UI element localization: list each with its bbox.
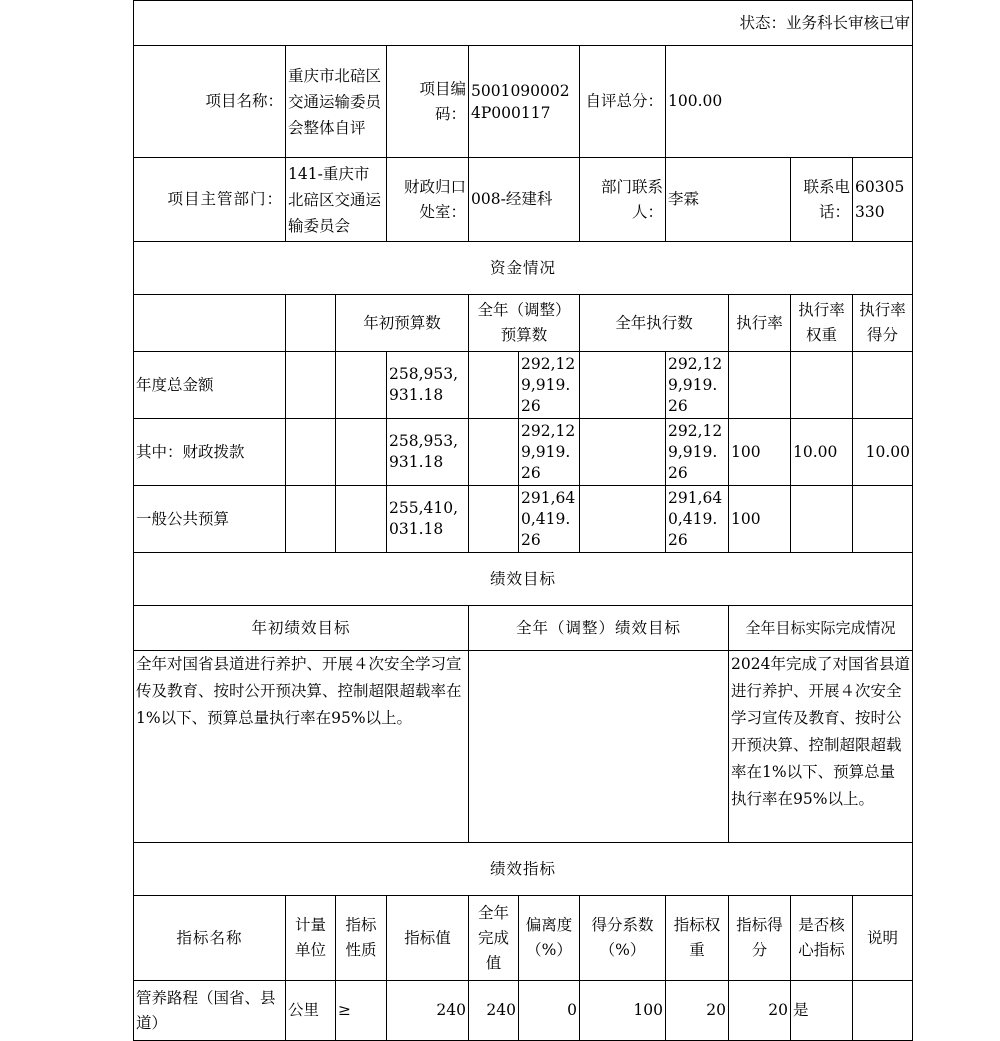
goals-actual-text: 2024年完成了对国省县道进行养护、开展４次安全学习宣传及教育、按时公开预决算、控制超限超载率在1%以下、预算总量执行率在95%以上。 — [729, 651, 913, 843]
funds-initial-value: 258,953,931.18 — [387, 419, 469, 486]
ind-row-actual: 240 — [469, 981, 519, 1041]
funds-executed-value: 292,129,919.26 — [666, 419, 729, 486]
goals-section-title: 绩效目标 — [134, 553, 913, 606]
project-name-label: 项目名称： — [134, 46, 286, 158]
ind-header-core: 是否核心指标 — [791, 896, 853, 981]
ind-row-note — [853, 981, 913, 1041]
ind-row-nature: ≥ — [336, 981, 387, 1041]
funds-row-label: 一般公共预算 — [134, 486, 286, 553]
contact-value: 李霖 — [666, 158, 791, 242]
contact-label: 部门联系人： — [580, 158, 666, 242]
funds-score-value — [853, 486, 913, 553]
ind-row-coef: 100 — [580, 981, 666, 1041]
funds-score-value — [853, 352, 913, 419]
ind-row-unit: 公里 — [286, 981, 336, 1041]
phone-label: 联系电话： — [791, 158, 853, 242]
funds-score-value: 10.00 — [853, 419, 913, 486]
funds-adjusted-value: 292,129,919.26 — [519, 419, 580, 486]
funds-cell-blank — [336, 352, 387, 419]
funds-row-label: 其中：财政拨款 — [134, 419, 286, 486]
funds-rate-value: 100 — [729, 419, 791, 486]
status-text: 状态：业务科长审核已审 — [134, 1, 913, 46]
office-value: 008-经建科 — [469, 158, 580, 242]
dept-value: 141-重庆市北碚区交通运输委员会 — [286, 158, 387, 242]
ind-header-weight: 指标权重 — [666, 896, 729, 981]
ind-row-name: 管养路程（国省、县道） — [134, 981, 286, 1041]
ind-header-note: 说明 — [853, 896, 913, 981]
funds-adjusted-value: 292,129,919.26 — [519, 352, 580, 419]
funds-rate-value — [729, 352, 791, 419]
goals-header-initial: 年初绩效目标 — [134, 606, 469, 651]
funds-rate-value: 100 — [729, 486, 791, 553]
self-score-value: 100.00 — [666, 46, 913, 158]
goals-header-adjusted: 全年（调整）绩效目标 — [469, 606, 729, 651]
ind-header-nature: 指标性质 — [336, 896, 387, 981]
funds-cell-blank — [580, 352, 666, 419]
funds-cell-blank — [469, 486, 519, 553]
ind-header-coef: 得分系数（%） — [580, 896, 666, 981]
funds-header-score: 执行率得分 — [853, 295, 913, 352]
self-score-label: 自评总分： — [580, 46, 666, 158]
funds-cell-blank — [580, 419, 666, 486]
phone-value: 60305330 — [853, 158, 913, 242]
funds-header-rate: 执行率 — [729, 295, 791, 352]
project-code-value: 50010900024P000117 — [469, 46, 580, 158]
funds-header-executed: 全年执行数 — [580, 295, 729, 352]
ind-row-score: 20 — [729, 981, 791, 1041]
office-label: 财政归口处室： — [387, 158, 469, 242]
ind-header-name: 指标名称 — [134, 896, 286, 981]
funds-weight-value: 10.00 — [791, 419, 853, 486]
ind-header-score: 指标得分 — [729, 896, 791, 981]
project-code-label: 项目编码： — [387, 46, 469, 158]
ind-header-target: 指标值 — [387, 896, 469, 981]
project-name-value: 重庆市北碚区交通运输委员会整体自评 — [286, 46, 387, 158]
funds-cell-blank — [469, 352, 519, 419]
funds-cell-blank — [286, 352, 336, 419]
ind-header-actual: 全年完成值 — [469, 896, 519, 981]
funds-header-blank — [134, 295, 286, 352]
dept-label: 项目主管部门： — [134, 158, 286, 242]
funds-header-adjusted: 全年（调整）预算数 — [469, 295, 580, 352]
funds-header-blank — [286, 295, 336, 352]
funds-initial-value: 258,953,931.18 — [387, 352, 469, 419]
goals-initial-text: 全年对国省县道进行养护、开展４次安全学习宣传及教育、按时公开预决算、控制超限超载率在1%以下、预算总量执行率在95%以上。 — [134, 651, 469, 843]
funds-cell-blank — [336, 486, 387, 553]
funds-section-title: 资金情况 — [134, 242, 913, 295]
funds-executed-value: 291,640,419.26 — [666, 486, 729, 553]
funds-row-label: 年度总金额 — [134, 352, 286, 419]
funds-initial-value: 255,410,031.18 — [387, 486, 469, 553]
funds-header-initial: 年初预算数 — [336, 295, 469, 352]
ind-row-core: 是 — [791, 981, 853, 1041]
goals-adjusted-text — [469, 651, 729, 843]
funds-cell-blank — [286, 419, 336, 486]
funds-weight-value — [791, 352, 853, 419]
funds-cell-blank — [286, 486, 336, 553]
funds-adjusted-value: 291,640,419.26 — [519, 486, 580, 553]
funds-header-weight: 执行率权重 — [791, 295, 853, 352]
funds-cell-blank — [336, 419, 387, 486]
funds-executed-value: 292,129,919.26 — [666, 352, 729, 419]
ind-row-deviation: 0 — [519, 981, 580, 1041]
funds-weight-value — [791, 486, 853, 553]
goals-header-actual: 全年目标实际完成情况 — [729, 606, 913, 651]
funds-cell-blank — [580, 486, 666, 553]
indicators-section-title: 绩效指标 — [134, 843, 913, 896]
performance-self-evaluation-table — [133, 0, 913, 1041]
ind-header-deviation: 偏离度（%） — [519, 896, 580, 981]
funds-cell-blank — [469, 419, 519, 486]
ind-row-weight: 20 — [666, 981, 729, 1041]
ind-row-target: 240 — [387, 981, 469, 1041]
ind-header-unit: 计量单位 — [286, 896, 336, 981]
